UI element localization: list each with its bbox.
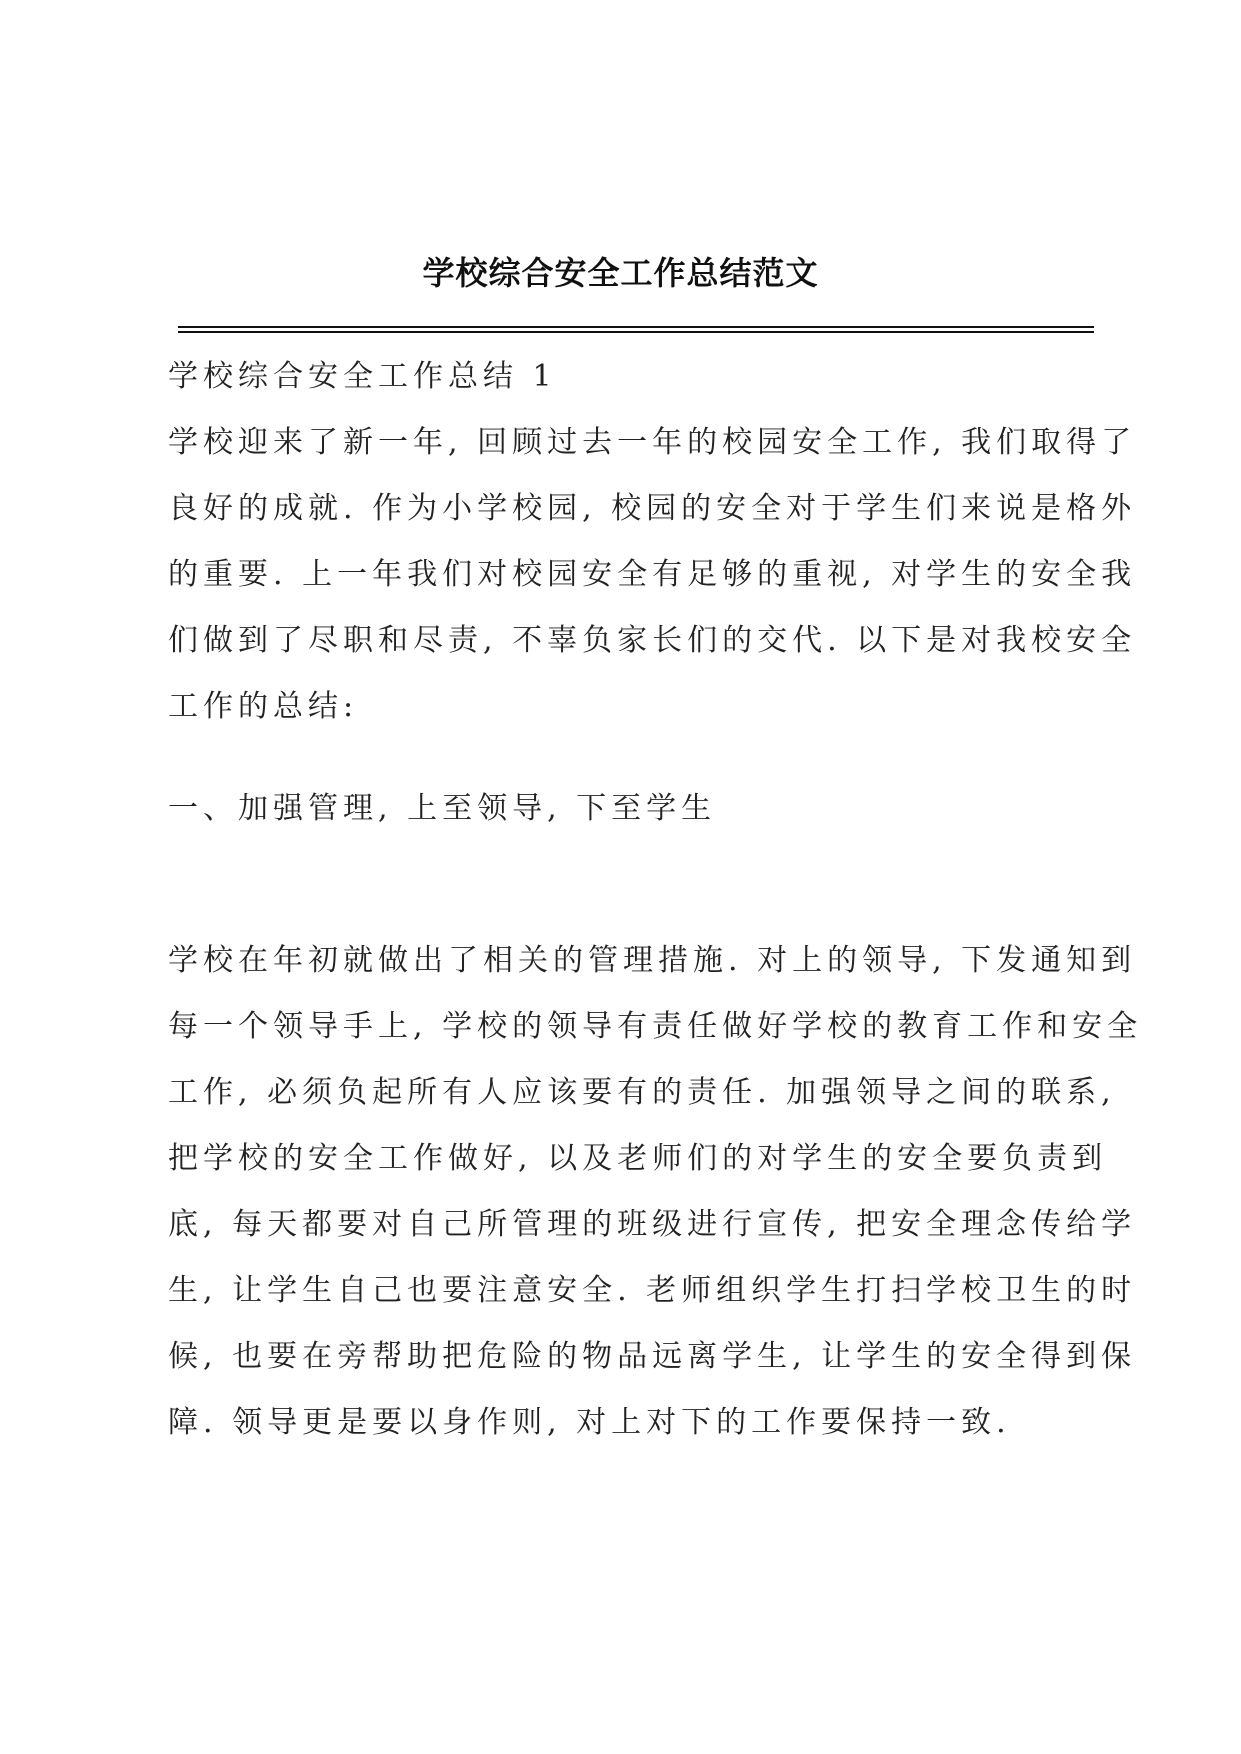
paragraph-line: 工作的总结: bbox=[168, 689, 359, 724]
section-title: 学校综合安全工作总结 1 bbox=[168, 359, 557, 394]
paragraph-line: 工作, 必须负起所有人应该要有的责任. 加强领导之间的联系, bbox=[168, 1075, 1116, 1110]
title-double-rule bbox=[178, 326, 1094, 333]
heading-1: 一、加强管理, 上至领导, 下至学生 bbox=[168, 791, 717, 826]
intro-paragraph bbox=[168, 410, 1137, 740]
paragraph-line: 们做到了尽职和尽责, 不辜负家长们的交代. 以下是对我校安全 bbox=[168, 623, 1137, 658]
paragraph-line: 把学校的安全工作做好, 以及老师们的对学生的安全要负责到 bbox=[168, 1141, 1108, 1176]
document-title: 学校综合安全工作总结范文 bbox=[422, 254, 819, 292]
paragraph-line: 学校迎来了新一年, 回顾过去一年的校园安全工作, 我们取得了 bbox=[168, 425, 1137, 460]
paragraph-line: 每一个领导手上, 学校的领导有责任做好学校的教育工作和安全 bbox=[168, 1009, 1143, 1044]
paragraph-line: 的重要. 上一年我们对校园安全有足够的重视, 对学生的安全我 bbox=[168, 557, 1137, 592]
paragraph-line: 生, 让学生自己也要注意安全. 老师组织学生打扫学校卫生的时 bbox=[168, 1273, 1137, 1308]
body-paragraph bbox=[168, 928, 1143, 1456]
paragraph-line: 候, 也要在旁帮助把危险的物品远离学生, 让学生的安全得到保 bbox=[168, 1339, 1137, 1374]
paragraph-line: 底, 每天都要对自己所管理的班级进行宣传, 把安全理念传给学 bbox=[168, 1207, 1137, 1242]
paragraph-line: 障. 领导更是要以身作则, 对上对下的工作要保持一致. bbox=[168, 1405, 1011, 1440]
paragraph-line: 学校在年初就做出了相关的管理措施. 对上的领导, 下发通知到 bbox=[168, 943, 1137, 978]
paragraph-line: 良好的成就. 作为小学校园, 校园的安全对于学生们来说是格外 bbox=[168, 491, 1137, 526]
